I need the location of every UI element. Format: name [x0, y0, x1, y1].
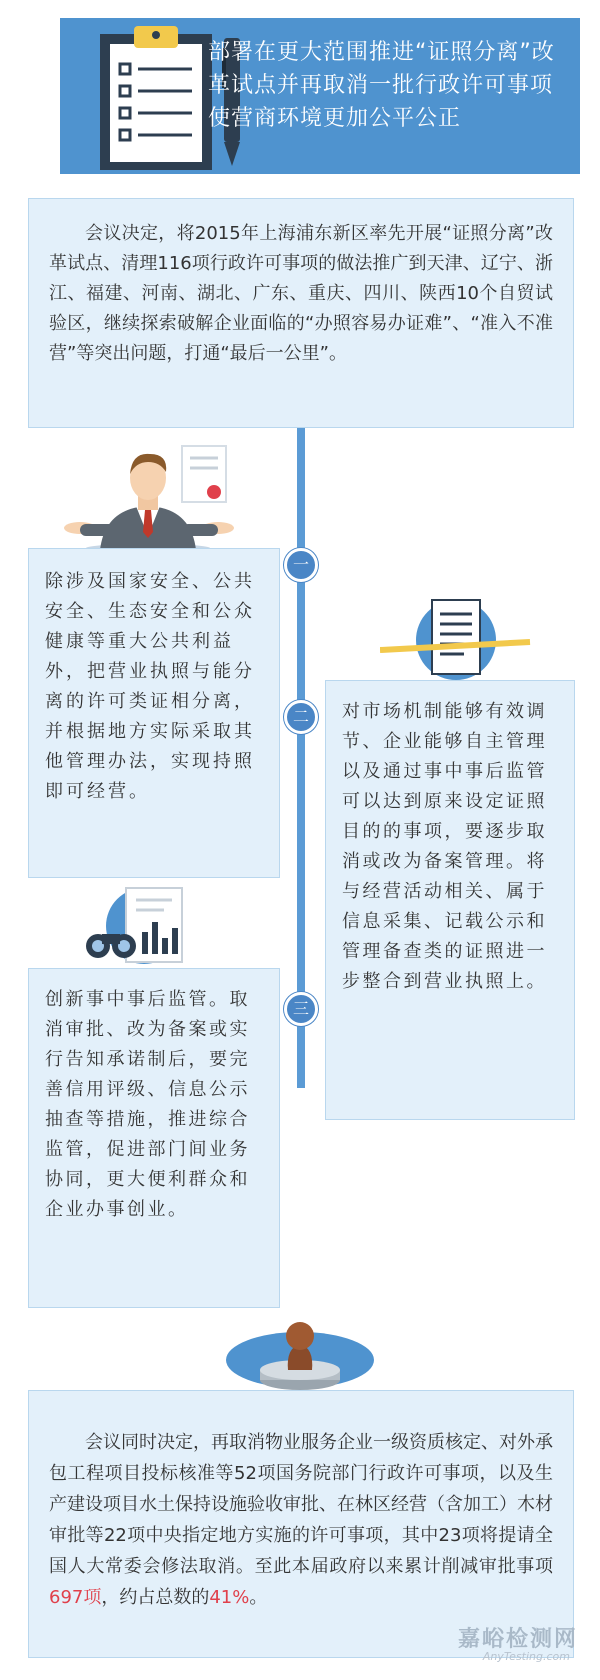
final-text-after: 。 — [249, 1587, 268, 1608]
item-1-box — [28, 548, 280, 878]
header-banner — [60, 18, 580, 174]
timeline-marker-1: 一 — [284, 548, 318, 582]
header-title: 部署在更大范围推进“证照分离”改革试点并再取消一批行政许可事项 使营商环境更加公平公正 — [208, 40, 577, 131]
final-text-before: 会议同时决定，再取消物业服务企业一级资质核定、对外承包工程项目投标核准等52项国务院部门行政许可事项，以及生产建设项目水土保持设施验收审批、在林区经营（含加工）木材审批等22项中央指定地方实施的许可事项，其中23项将提请全国人大常委会修法取消。至此本届政府以来累计削减审批事项 — [49, 1432, 553, 1577]
watermark-logo-text: 嘉峪检测网 — [457, 1627, 578, 1652]
timeline-line — [297, 428, 305, 1088]
item-2-text: 对市场机制能够有效调节、企业能够自主管理以及通过事中事后监管可以达到原来设定证照目的的事项，要逐步取消或改为备案管理。将与经营活动相关、属于信息采集、记载公示和管理备查类的证照进一步整合到营业执照上。 — [342, 701, 547, 992]
stamp-icon — [220, 1314, 380, 1404]
intro-text: 会议决定，将2015年上海浦东新区率先开展“证照分离”改革试点、清理116项行政许可事项的做法推广到天津、辽宁、浙江、福建、河南、湖北、广东、重庆、四川、陕西10个自贸试验区，继续探索破解企业面临的“办照容易办证难”、“准入不准营”等突出问题，打通“最后一公里”。 — [49, 223, 553, 364]
document-pen-icon — [380, 590, 540, 680]
timeline-marker-3: 三 — [284, 992, 318, 1026]
final-box — [28, 1390, 574, 1658]
watermark-url: AnyTesting.com — [482, 1650, 570, 1663]
final-text — [49, 1427, 553, 1613]
businessman-icon — [60, 440, 240, 550]
final-text-middle: ，约占总数的 — [101, 1587, 210, 1608]
clipboard-checklist-icon — [100, 26, 220, 176]
timeline-marker-2: 二 — [284, 700, 318, 734]
item-3-box — [28, 968, 280, 1308]
binoculars-report-icon — [84, 882, 214, 972]
highlight-697: 697项 — [49, 1587, 102, 1608]
intro-box — [28, 198, 574, 428]
item-1-text: 除涉及国家安全、公共安全、生态安全和公众健康等重大公共利益外，把营业执照与能分离的许可类证相分离，并根据地方实际采取其他管理办法，实现持照即可经营。 — [45, 571, 255, 802]
item-2-box — [325, 680, 575, 1120]
highlight-41-percent: 41% — [209, 1587, 250, 1608]
item-3-text: 创新事中事后监管。取消审批、改为备案或实行告知承诺制后，要完善信用评级、信息公示抽查等措施，推进综合监管，促进部门间业务协同，更大便利群众和企业办事创业。 — [45, 989, 250, 1220]
